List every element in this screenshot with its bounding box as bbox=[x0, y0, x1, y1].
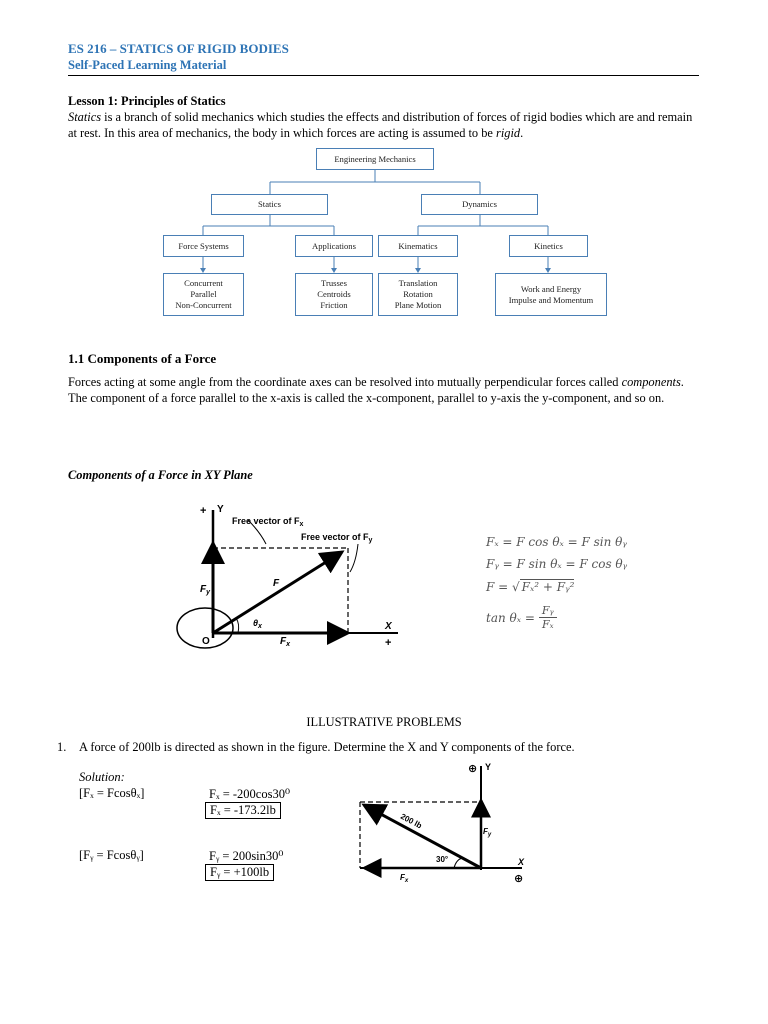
node-dynamics: Dynamics bbox=[421, 194, 538, 215]
fx-label: $F_x$ bbox=[280, 636, 291, 648]
lesson-heading: Lesson 1: Principles of Statics bbox=[68, 94, 226, 108]
intro-term-rigid: rigid bbox=[496, 126, 521, 140]
fx-label-2: $F_x$ bbox=[400, 873, 409, 884]
plus-y-sign-2: ⊕ bbox=[468, 763, 478, 775]
problem-1-figure bbox=[350, 758, 535, 888]
intro-term: Statics bbox=[68, 110, 102, 124]
f-vector bbox=[213, 552, 342, 633]
item-parallel: Parallel bbox=[190, 289, 217, 299]
node-kinetics-types bbox=[495, 273, 607, 316]
fy-result: Fᵧ = +100lb bbox=[205, 864, 274, 881]
equation-fy: Fᵧ = F sin θₓ = F cos θᵧ bbox=[486, 557, 628, 571]
document-subtitle: Self-Paced Learning Material bbox=[68, 58, 227, 72]
angle-arc-2 bbox=[454, 858, 462, 868]
item-rotation: Rotation bbox=[403, 289, 433, 299]
section-paragraph: Forces acting at some angle from the coordinate axes can be resolved into mutually perpendicular forces called components. The component of a force parallel to the x-axis is called the x-component, parallel to y-axis the y-component, and so on. bbox=[68, 375, 684, 405]
node-applications: Applications bbox=[295, 235, 373, 257]
fx-result: Fₓ = -173.2lb bbox=[205, 802, 281, 819]
problems-title: ILLUSTRATIVE PROBLEMS bbox=[306, 715, 462, 729]
leader-fy bbox=[350, 544, 358, 572]
force-components-figure bbox=[170, 498, 410, 658]
problem-1-svg bbox=[350, 758, 535, 888]
angle-label-2: 30° bbox=[436, 855, 449, 864]
f-label: F bbox=[273, 578, 280, 589]
label-free-vector-fx: Free vector of $F_x$ bbox=[232, 516, 304, 528]
x-axis-label-2: X bbox=[518, 857, 525, 867]
components-term: components bbox=[621, 375, 681, 389]
item-non-concurrent: Non-Concurrent bbox=[175, 300, 232, 310]
item-translation: Translation bbox=[398, 278, 438, 288]
y-axis-label-2: Y bbox=[485, 762, 492, 772]
item-centroids: Centroids bbox=[317, 289, 351, 299]
node-kinetics: Kinetics bbox=[509, 235, 588, 257]
node-application-types bbox=[295, 273, 373, 316]
theta-label: $\theta_x$ bbox=[253, 618, 262, 630]
x-axis-label: X bbox=[385, 621, 392, 632]
node-force-system-types bbox=[163, 273, 244, 316]
node-kinematics: Kinematics bbox=[378, 235, 458, 257]
theta-arc bbox=[236, 618, 239, 633]
plus-x-sign: + bbox=[385, 637, 392, 649]
section-heading: 1.1 Components of a Force bbox=[68, 351, 217, 366]
node-statics: Statics bbox=[211, 194, 328, 215]
node-kinematics-types bbox=[378, 273, 458, 316]
figure-subheading: Components of a Force in XY Plane bbox=[68, 468, 253, 482]
origin-label: O bbox=[202, 636, 210, 647]
fy-calculation: Fᵧ = 200sin30⁰ bbox=[209, 849, 284, 863]
solution-label: Solution: bbox=[79, 770, 125, 784]
header-divider bbox=[68, 75, 699, 76]
tan-denominator: Fₓ bbox=[541, 618, 554, 631]
node-engineering-mechanics: Engineering Mechanics bbox=[316, 148, 434, 170]
problem-1-text: A force of 200lb is directed as shown in the figure. Determine the X and Y components of the force. bbox=[79, 740, 575, 754]
fx-formula: [Fₓ = Fcosθₓ] bbox=[79, 786, 145, 800]
lesson-intro: Statics is a branch of solid mechanics which studies the effects and distribution of forces of rigid bodies which are and remain at rest. In this area of mechanics, the body in which forces are acting is assumed to be rigid. bbox=[68, 110, 693, 140]
equation-fx: Fₓ = F cos θₓ = F sin θᵧ bbox=[486, 535, 627, 549]
node-force-systems: Force Systems bbox=[163, 235, 244, 257]
item-plane-motion: Plane Motion bbox=[394, 300, 442, 310]
item-work-energy: Work and Energy bbox=[520, 283, 582, 294]
equation-f-magnitude: F = √ Fₓ² + Fᵧ² bbox=[486, 580, 575, 594]
intro-text: is a branch of solid mechanics which studies the effects and distribution of forces of rigid bodies which are and remain at rest. In this area of mechanics, the body in which forces are acting is assumed to be bbox=[68, 110, 693, 140]
item-concurrent: Concurrent bbox=[184, 278, 223, 288]
tan-numerator: Fᵧ bbox=[539, 604, 557, 618]
force-components-svg bbox=[170, 498, 410, 658]
force-vector-2 bbox=[364, 805, 481, 868]
fx-calculation: Fₓ = -200cos30⁰ bbox=[209, 787, 290, 801]
equation-tan-theta: tan θₓ = $\frac{\text{Fᵧ}}{\text{Fₓ}}$ bbox=[486, 604, 557, 631]
force-magnitude-label: 200 lb bbox=[399, 811, 424, 831]
label-free-vector-fy: Free vector of $F_y$ bbox=[301, 532, 373, 544]
document-title: ES 216 – STATICS OF RIGID BODIES bbox=[68, 41, 289, 56]
fy-label-2: $F_y$ bbox=[483, 827, 492, 838]
item-trusses: Trusses bbox=[321, 278, 347, 288]
fy-formula: [Fᵧ = Fcosθᵧ] bbox=[79, 848, 144, 862]
item-impulse-momentum: Impulse and Momentum bbox=[508, 294, 594, 305]
y-axis-label: Y bbox=[217, 504, 224, 515]
problem-1-number: 1. bbox=[57, 740, 67, 754]
plus-y-sign: + bbox=[200, 505, 207, 517]
item-friction: Friction bbox=[320, 300, 348, 310]
plus-x-sign-2: ⊕ bbox=[514, 873, 524, 885]
fy-label: $F_y$ bbox=[200, 584, 211, 596]
